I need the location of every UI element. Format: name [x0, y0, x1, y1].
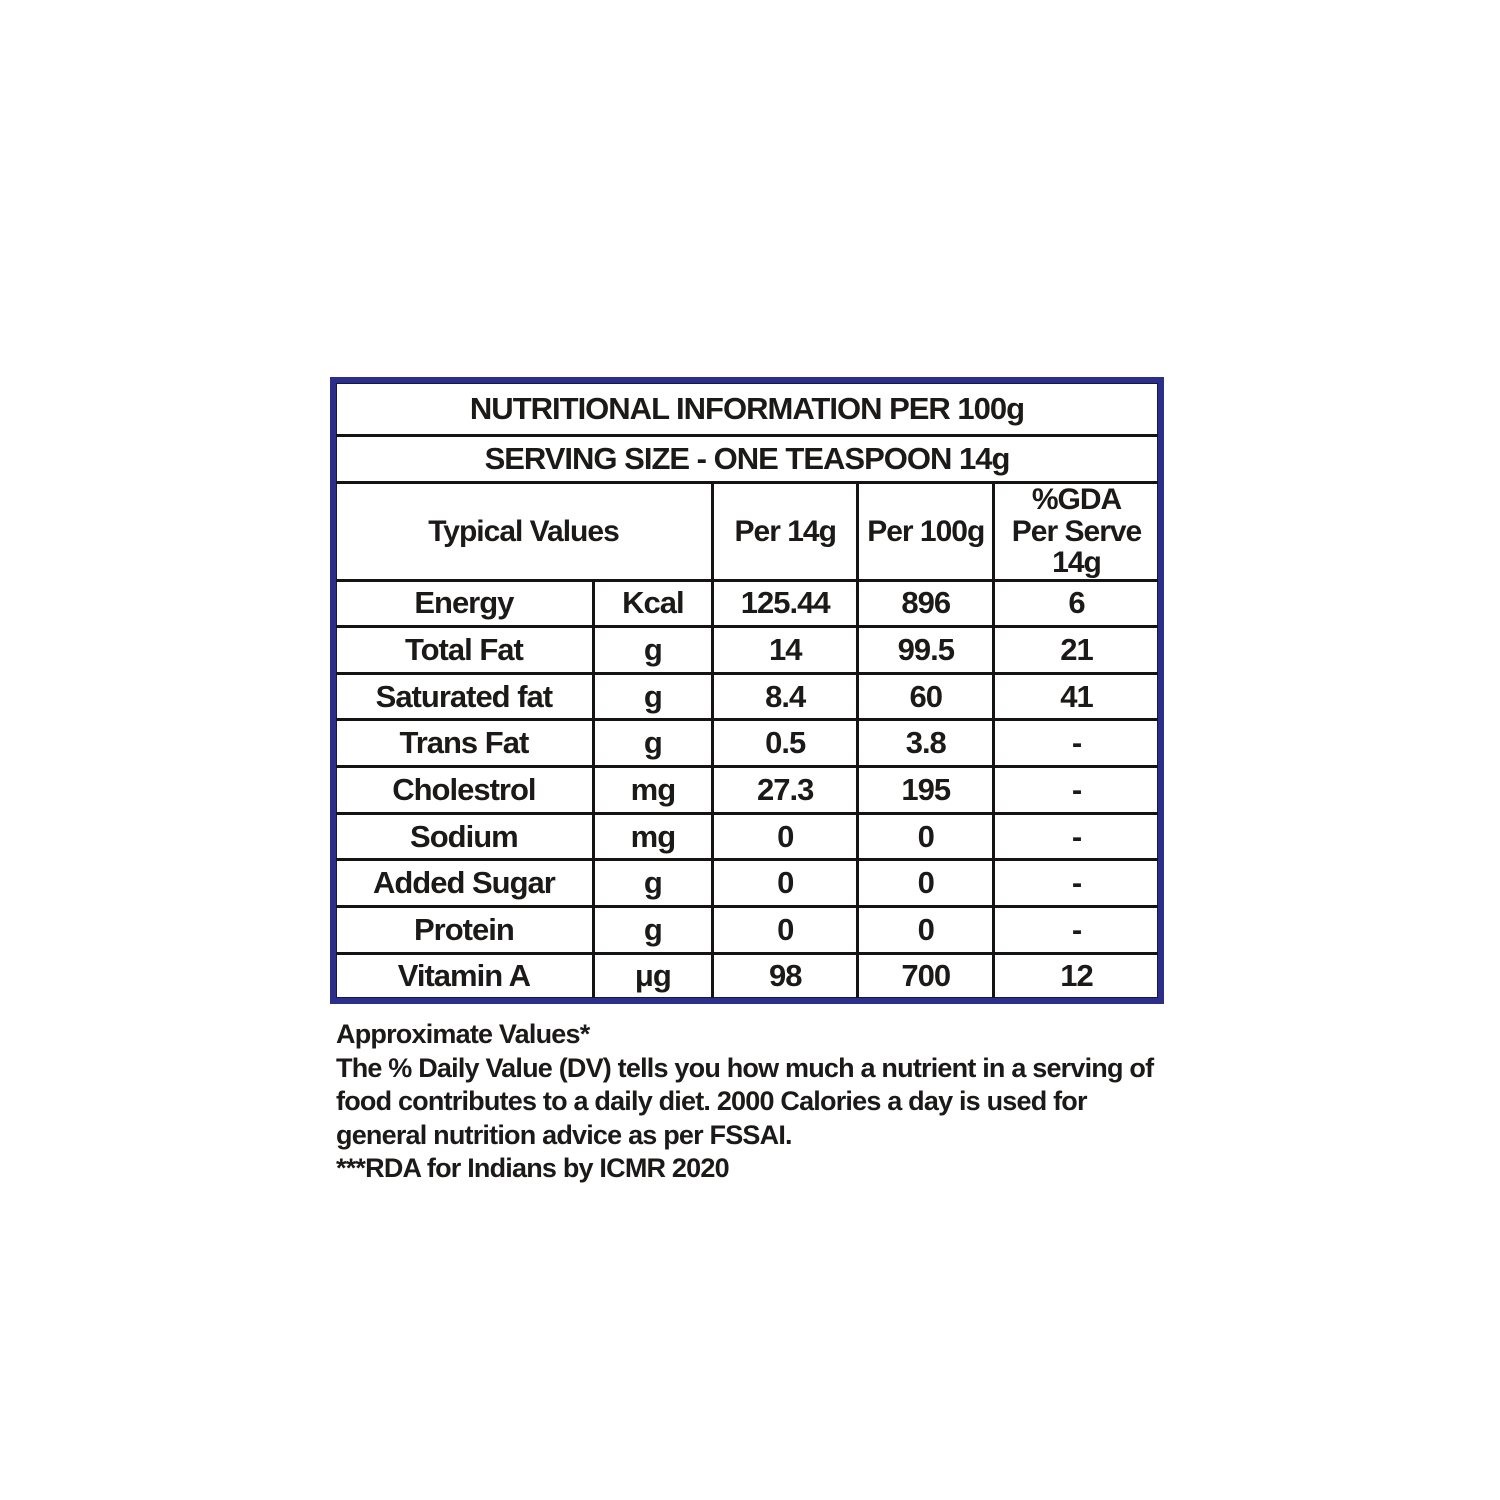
- table-row-energy: [336, 580, 1158, 627]
- nutrient-unit: mg: [593, 767, 712, 814]
- value-per-100g: 99.5: [858, 627, 994, 674]
- footnote-rda: ***RDA for Indians by ICMR 2020: [336, 1153, 729, 1183]
- nutrient-name: Trans Fat: [336, 720, 593, 767]
- nutrition-table-grid: [336, 383, 1158, 998]
- nutrient-name: Total Fat: [336, 627, 593, 674]
- footnotes: [336, 1018, 1216, 1186]
- nutrient-unit: g: [593, 860, 712, 907]
- table-row-saturated-fat: [336, 673, 1158, 720]
- value-per-14g: 0: [712, 860, 857, 907]
- header-gda-text: %GDA Per Serve 14g: [1011, 483, 1142, 579]
- table-row-trans-fat: [336, 720, 1158, 767]
- value-per-14g: 125.44: [712, 580, 857, 627]
- table-row-added-sugar: [336, 860, 1158, 907]
- nutrient-unit: g: [593, 906, 712, 953]
- table-title: NUTRITIONAL INFORMATION PER 100g: [336, 383, 1158, 436]
- value-per-14g: 27.3: [712, 767, 857, 814]
- value-per-100g: 0: [858, 906, 994, 953]
- value-gda: -: [994, 767, 1158, 814]
- nutrient-name: Vitamin A: [336, 953, 593, 998]
- value-gda: 41: [994, 673, 1158, 720]
- nutrient-unit: g: [593, 673, 712, 720]
- value-per-14g: 8.4: [712, 673, 857, 720]
- value-gda: 21: [994, 627, 1158, 674]
- value-per-14g: 0.5: [712, 720, 857, 767]
- footnote-dv-line-2: food contributes to a daily diet. 2000 Calories a day is used for: [336, 1086, 1087, 1116]
- value-per-100g: 896: [858, 580, 994, 627]
- value-per-100g: 60: [858, 673, 994, 720]
- nutrition-table: [330, 377, 1164, 1004]
- nutrient-name: Energy: [336, 580, 593, 627]
- nutrient-unit: mg: [593, 813, 712, 860]
- value-per-14g: 14: [712, 627, 857, 674]
- table-row-total-fat: [336, 627, 1158, 674]
- nutrient-unit: g: [593, 720, 712, 767]
- serving-size-text: SERVING SIZE - ONE TEASPOON 14g: [336, 436, 1158, 483]
- value-gda: -: [994, 813, 1158, 860]
- value-per-100g: 700: [858, 953, 994, 998]
- table-row-vitamin-a: [336, 953, 1158, 998]
- nutrient-name: Cholestrol: [336, 767, 593, 814]
- nutrient-name: Sodium: [336, 813, 593, 860]
- value-gda: -: [994, 860, 1158, 907]
- value-per-100g: 3.8: [858, 720, 994, 767]
- value-per-14g: 0: [712, 906, 857, 953]
- header-per-14g: Per 14g: [712, 483, 857, 581]
- value-gda: 12: [994, 953, 1158, 998]
- value-per-14g: 0: [712, 813, 857, 860]
- table-row-protein: [336, 906, 1158, 953]
- footnote-dv-line-1: The % Daily Value (DV) tells you how much a nutrient in a serving of: [336, 1052, 1154, 1083]
- nutrient-unit: Kcal: [593, 580, 712, 627]
- table-title-row: [336, 383, 1158, 436]
- nutrient-unit: μg: [593, 953, 712, 998]
- header-typical-values: Typical Values: [336, 483, 712, 581]
- footnote-dv-line-3: general nutrition advice as per FSSAI.: [336, 1119, 792, 1150]
- nutrient-unit: g: [593, 627, 712, 674]
- header-gda: [994, 483, 1158, 581]
- value-per-100g: 0: [858, 813, 994, 860]
- value-gda: -: [994, 906, 1158, 953]
- header-per-100g: Per 100g: [858, 483, 994, 581]
- table-row-sodium: [336, 813, 1158, 860]
- value-per-14g: 98: [712, 953, 857, 998]
- value-per-100g: 0: [858, 860, 994, 907]
- serving-size-row: [336, 436, 1158, 483]
- nutrient-name: Saturated fat: [336, 673, 593, 720]
- value-per-100g: 195: [858, 767, 994, 814]
- value-gda: 6: [994, 580, 1158, 627]
- value-gda: -: [994, 720, 1158, 767]
- nutrient-name: Added Sugar: [336, 860, 593, 907]
- nutrient-name: Protein: [336, 906, 593, 953]
- footnote-approximate-values: Approximate Values*: [336, 1019, 590, 1049]
- column-header-row: [336, 483, 1158, 581]
- table-row-cholestrol: [336, 767, 1158, 814]
